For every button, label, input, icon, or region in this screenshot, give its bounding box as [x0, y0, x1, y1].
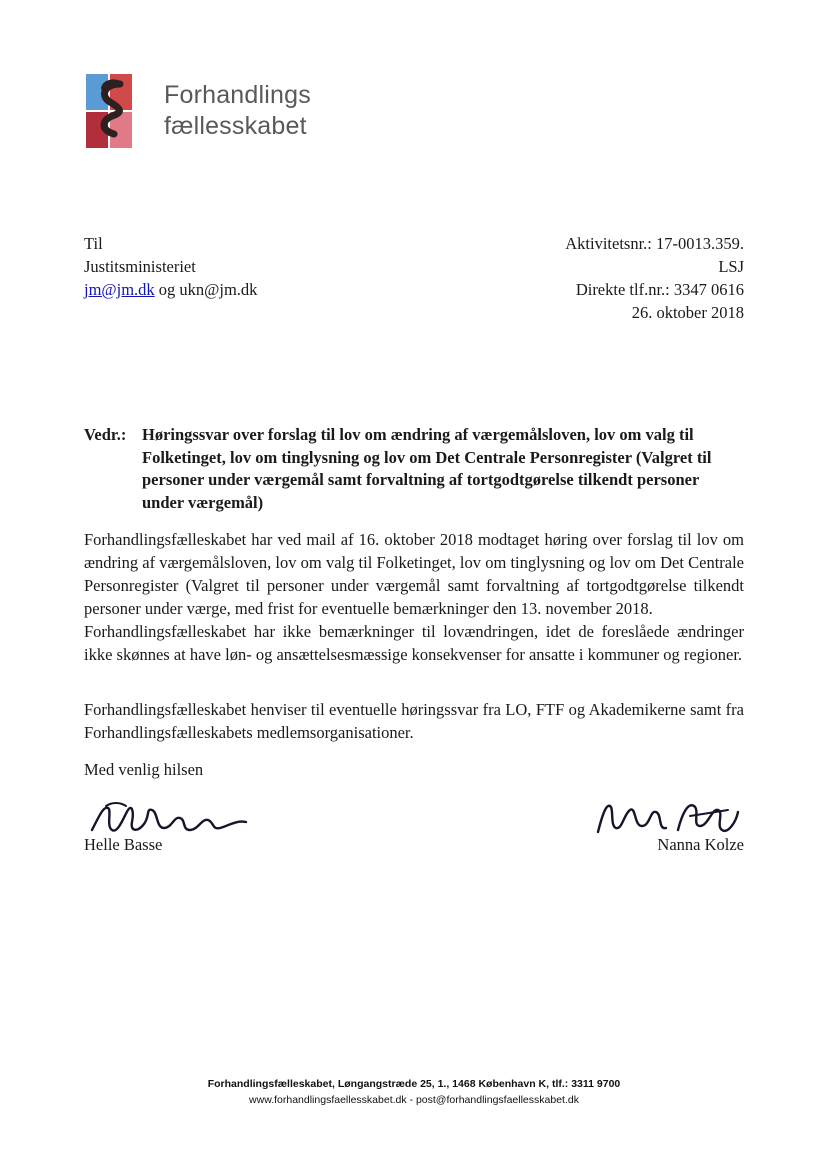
initials: LSJ [718, 257, 744, 276]
direct-phone: Direkte tlf.nr.: 3347 0616 [575, 280, 744, 299]
letter-meta-block [565, 232, 744, 324]
recipient-line-1: Til [84, 234, 103, 253]
address-meta-row [84, 232, 744, 324]
recipient-line-2: Justitsministeriet [84, 257, 196, 276]
email-rest: og ukn@jm.dk [154, 280, 258, 299]
letter-date: 26. oktober 2018 [631, 303, 744, 322]
logo-wordmark-line1: Forhandlings [164, 81, 311, 109]
subject-label: Vedr.: [84, 425, 127, 444]
signatory-name-left: Helle Basse [84, 835, 163, 854]
footer-contact: www.forhandlingsfaellesskabet.dk - post@forhandlingsfaellesskabet.dk [249, 1094, 579, 1106]
subject-line [84, 424, 744, 514]
forhandlingsfaellesskabet-logo-icon [84, 72, 142, 150]
body-paragraph-2: Forhandlingsfælleskabet har ikke bemærkninger til lovændringen, idet de foreslåede ændringer ikke skønnes at have løn- og ansættelsesmæssige konsekvenser for ansatte i kommuner og regioner. [84, 622, 744, 664]
email-link[interactable]: jm@jm.dk [84, 280, 155, 299]
letterhead [84, 72, 311, 150]
recipient-email-line [84, 278, 257, 301]
signatory-name-right: Nanna Kolze [657, 835, 744, 854]
recipient-block [84, 232, 257, 324]
closing-salutation: Med venlig hilsen [84, 760, 204, 779]
logo-wordmark-line2: fællesskabet [164, 112, 307, 140]
signature-names-row [84, 834, 744, 856]
subject-text: Høringssvar over forslag til lov om ændring af værgemålsloven, lov om valg til Folketinget, lov om tinglysning og lov om Det Centrale Personregister (Valgret til personer under værgemål samt forvaltning af tortgodtgørelse tilkendt personer under værgemål) [142, 425, 712, 512]
footer-address: Forhandlingsfælleskabet, Løngangstræde 25, 1., 1468 København K, tlf.: 3311 9700 [207, 1078, 621, 1090]
activity-number: Aktivitetsnr.: 17-0013.359. [565, 234, 744, 253]
logo-wordmark [164, 80, 311, 142]
body-paragraph-3: Forhandlingsfælleskabet henviser til eventuelle høringssvar fra LO, FTF og Akademikerne samt fra Forhandlingsfælleskabets medlemsorganisationer. [84, 700, 744, 742]
body-paragraph-1: Forhandlingsfælleskabet har ved mail af 16. oktober 2018 modtaget høring over forslag til lov om ændring af værgemålsloven, lov om valg til Folketinget, lov om tinglysning og lov om Det Centrale Personregister (Valgret til personer under værgemål samt forvaltning af tortgodtgørelse tilkendt personer under værge, med frist for eventuelle bemærkninger den 13. november 2018. [84, 530, 744, 618]
page-footer [0, 1076, 828, 1108]
